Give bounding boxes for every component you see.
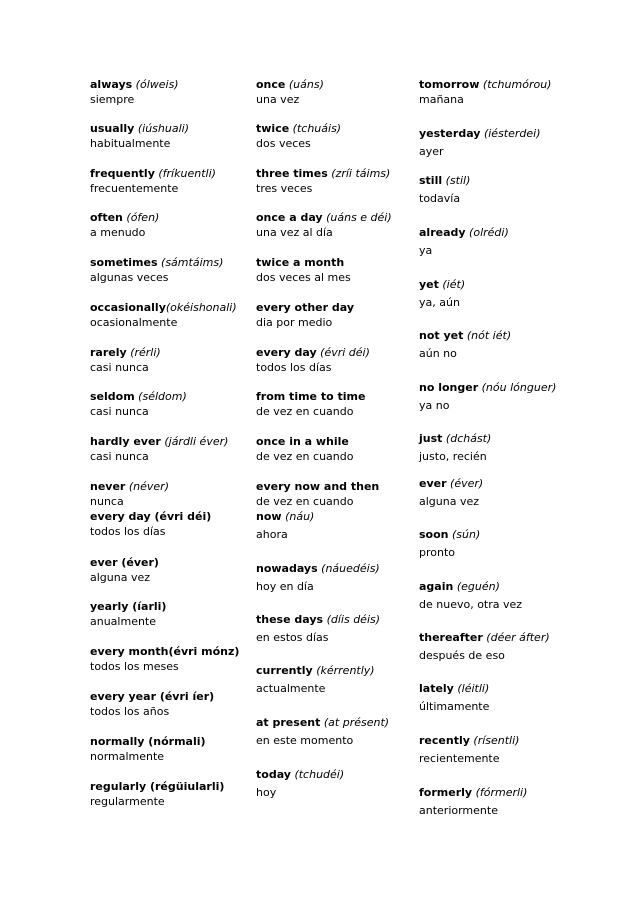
entry-pronunciation: (olrédi)	[469, 226, 509, 239]
entry-translation: nunca	[90, 495, 124, 508]
entry-pronunciation: (uáns e déi)	[326, 211, 392, 224]
entry-word: every month(évri mónz)	[90, 645, 240, 658]
entry-word: hardly ever	[90, 435, 161, 448]
entry-translation: de vez en cuando	[256, 495, 354, 508]
entry-word: currently	[256, 664, 313, 677]
entry-translation: actualmente	[256, 682, 326, 695]
entry-translation: una vez al día	[256, 226, 333, 239]
entry-yesterday	[419, 126, 541, 159]
entry-translation: ahora	[256, 528, 288, 541]
entry-word: still	[419, 174, 443, 187]
entry-ever	[419, 476, 483, 509]
entry-translation: regularmente	[90, 795, 165, 808]
entry-word: yearly (íarli)	[90, 600, 167, 613]
entry-again	[419, 579, 522, 612]
entry-pronunciation: (nóu lónguer)	[481, 381, 557, 394]
entry-translation: después de eso	[419, 649, 505, 662]
entry-pronunciation: (tchudéi)	[294, 768, 345, 781]
entry-pronunciation: (rísentli)	[473, 734, 520, 747]
entry-translation: ayer	[419, 145, 444, 158]
entry-word: every other day	[256, 301, 355, 314]
entry-word: from time to time	[256, 390, 366, 403]
entry-word: every day (évri déi)	[90, 510, 212, 523]
entry-translation: ya no	[419, 399, 450, 412]
entry-word: usually	[90, 122, 135, 135]
entry-word: rarely	[90, 346, 127, 359]
entry-translation: últimamente	[419, 700, 490, 713]
entry-pronunciation: (tchuáis)	[292, 122, 342, 135]
entry-translation: recientemente	[419, 752, 500, 765]
entry-word: yet	[419, 278, 439, 291]
entry-recently	[419, 733, 519, 766]
entry-translation: todos los años	[90, 705, 170, 718]
entry-soon	[419, 527, 480, 560]
entry-pronunciation: (séldom)	[138, 390, 187, 403]
entry-word: three times	[256, 167, 328, 180]
entry-pronunciation: (ólweis)	[135, 78, 179, 91]
entry-translation: ocasionalmente	[90, 316, 178, 329]
entry-pronunciation: (stil)	[445, 174, 471, 187]
entry-pronunciation: (évri déi)	[320, 346, 370, 359]
entry-word: yesterday	[419, 127, 481, 140]
entry-word: once in a while	[256, 435, 349, 448]
entry-pronunciation: (sún)	[452, 528, 481, 541]
entry-translation: todavía	[419, 192, 461, 205]
entry-translation: ya, aún	[419, 296, 460, 309]
entry-just	[419, 431, 491, 464]
entry-translation: aún no	[419, 347, 457, 360]
entry-pronunciation: (iésterdei)	[483, 127, 541, 140]
entry-word: not yet	[419, 329, 464, 342]
entry-pronunciation: (néver)	[128, 480, 169, 493]
entry-translation: habitualmente	[90, 137, 171, 150]
entry-word: every now and then	[256, 480, 380, 493]
entry-word: twice a month	[256, 256, 345, 269]
entry-no-longer	[419, 380, 556, 413]
entry-pronunciation: (rérli)	[130, 346, 161, 359]
entry-word: seldom	[90, 390, 135, 403]
entry-translation: frecuentemente	[90, 182, 179, 195]
entry-yet	[419, 277, 465, 310]
entry-pronunciation: (dchást)	[445, 432, 492, 445]
entry-word: often	[90, 211, 123, 224]
entry-pronunciation: (zríi táims)	[331, 167, 391, 180]
entry-pronunciation: (kérrently)	[316, 664, 375, 677]
entry-translation: anteriormente	[419, 804, 498, 817]
entry-pronunciation: (járdli éver)	[164, 435, 229, 448]
entry-still	[419, 173, 470, 206]
entry-translation: ya	[419, 244, 433, 257]
entry-word: ever	[419, 477, 447, 490]
entry-thereafter	[419, 630, 550, 663]
entry-pronunciation: (fórmerli)	[475, 786, 528, 799]
entry-word: no longer	[419, 381, 479, 394]
entry-translation: todos los días	[256, 361, 332, 374]
entry-pronunciation: (iét)	[442, 278, 466, 291]
entry-translation: alguna vez	[419, 495, 480, 508]
entry-translation: dia por medio	[256, 316, 333, 329]
entry-word: just	[419, 432, 443, 445]
entry-translation: hoy en día	[256, 580, 314, 593]
entry-already	[419, 225, 509, 258]
entry-translation: una vez	[256, 93, 300, 106]
entry-pronunciation: (fríkuentli)	[158, 167, 216, 180]
entry-word: now	[256, 510, 282, 523]
entry-pronunciation: (náu)	[285, 510, 315, 523]
entry-translation: alguna vez	[90, 571, 151, 584]
entry-word: normally (nórmali)	[90, 735, 206, 748]
entry-translation: de nuevo, otra vez	[419, 598, 523, 611]
entry-translation: justo, recién	[419, 450, 487, 463]
entry-lately	[419, 681, 489, 714]
entry-translation: de vez en cuando	[256, 450, 354, 463]
entry-word: frequently	[90, 167, 155, 180]
entry-translation: casi nunca	[90, 405, 149, 418]
entry-word: formerly	[419, 786, 473, 799]
entry-word: occasionally	[90, 301, 166, 314]
entry-translation: pronto	[419, 546, 456, 559]
entry-pronunciation: (sámtáims)	[161, 256, 224, 269]
entry-pronunciation: (nót iét)	[466, 329, 512, 342]
entry-word: recently	[419, 734, 470, 747]
entry-word: thereafter	[419, 631, 483, 644]
entry-translation: casi nunca	[90, 450, 149, 463]
entry-word: always	[90, 78, 133, 91]
entry-pronunciation: (díis déis)	[326, 613, 381, 626]
entry-translation: algunas veces	[90, 271, 169, 284]
entry-formerly	[419, 785, 527, 818]
entry-translation: en este momento	[256, 734, 354, 747]
entry-word: at present	[256, 716, 321, 729]
entry-translation: dos veces	[256, 137, 311, 150]
entry-pronunciation: (eguén)	[456, 580, 500, 593]
entry-word: these days	[256, 613, 324, 626]
entry-translation: mañana	[419, 93, 464, 106]
entry-pronunciation: (tchumórou)	[482, 78, 552, 91]
entry-translation: todos los meses	[90, 660, 179, 673]
entry-word: once	[256, 78, 286, 91]
entry-word: already	[419, 226, 466, 239]
entry-pronunciation: (uáns)	[288, 78, 324, 91]
entry-word: again	[419, 580, 454, 593]
entry-word: twice	[256, 122, 290, 135]
entry-translation: normalmente	[90, 750, 165, 763]
entry-pronunciation: (déer áfter)	[486, 631, 550, 644]
entry-word: regularly (régüiularli)	[90, 780, 225, 793]
entry-translation: tres veces	[256, 182, 313, 195]
entry-word: today	[256, 768, 291, 781]
entry-word: tomorrow	[419, 78, 480, 91]
entry-word: never	[90, 480, 126, 493]
entry-translation: en estos días	[256, 631, 329, 644]
entry-word: soon	[419, 528, 449, 541]
entry-pronunciation: (ófen)	[126, 211, 160, 224]
entry-not-yet	[419, 328, 511, 361]
entry-word: once a day	[256, 211, 323, 224]
entry-translation: siempre	[90, 93, 135, 106]
entry-pronunciation: (iúshuali)	[137, 122, 189, 135]
entry-translation: dos veces al mes	[256, 271, 351, 284]
entry-translation: de vez en cuando	[256, 405, 354, 418]
entry-tomorrow	[419, 77, 551, 107]
entry-word: every year (évri íer)	[90, 690, 215, 703]
entry-translation: hoy	[256, 786, 277, 799]
entry-word: nowadays	[256, 562, 318, 575]
entry-translation: anualmente	[90, 615, 157, 628]
entry-word: sometimes	[90, 256, 158, 269]
entry-word: ever (éver)	[90, 556, 159, 569]
entry-translation: casi nunca	[90, 361, 149, 374]
entry-pronunciation: (éver)	[450, 477, 484, 490]
entry-pronunciation: (léitli)	[457, 682, 490, 695]
entry-translation: a menudo	[90, 226, 146, 239]
entry-pronunciation: (at présent)	[323, 716, 390, 729]
entry-pronunciation: (okéishonali)	[165, 301, 237, 314]
entry-word: every day	[256, 346, 317, 359]
entry-word: lately	[419, 682, 454, 695]
entry-pronunciation: (náuedéis)	[321, 562, 380, 575]
entry-translation: todos los días	[90, 525, 166, 538]
